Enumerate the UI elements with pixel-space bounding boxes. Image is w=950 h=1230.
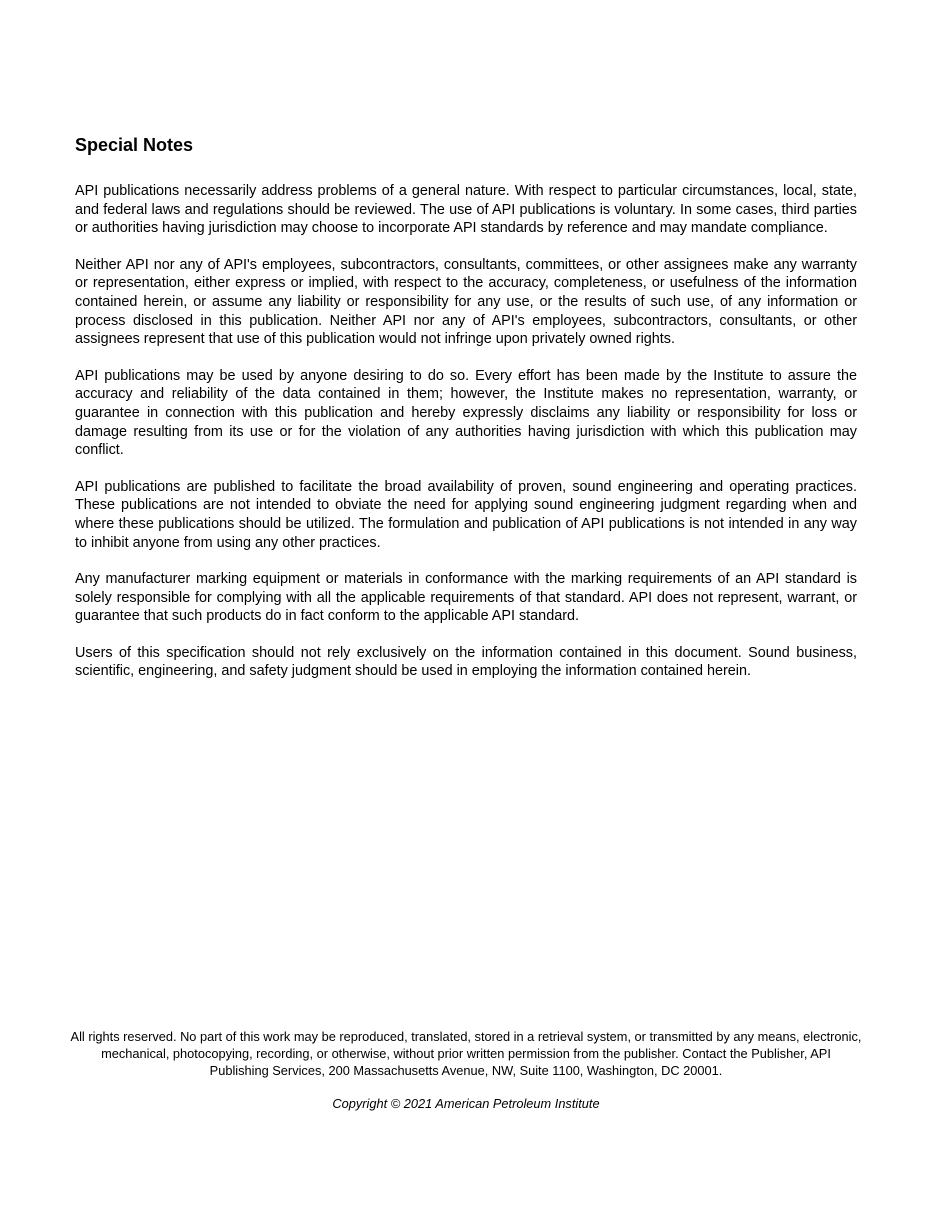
copyright-notice: Copyright © 2021 American Petroleum Institute xyxy=(332,1096,600,1112)
rights-notice: All rights reserved. No part of this work may be reproduced, translated, stored in a retrieval system, or transmitted by any means, electronic, mechanical, photocopying, recording, or otherwise, without prior written permission from the publisher. Contact the Publisher, API Publishing Services, 200 Massachusetts Avenue, NW, Suite 1100, Washington, DC 20001. xyxy=(70,1029,862,1078)
page-title: Special Notes xyxy=(75,135,194,155)
paragraph-scope: API publications necessarily address problems of a general nature. With respect to particular circumstances, local, state, and federal laws and regulations should be reviewed. The use of API publications is voluntary. In some cases, third parties or authorities having jurisdiction may choose to incorporate API standards by reference and may mandate compliance. xyxy=(75,183,857,237)
paragraph-liability-disclaimer: API publications may be used by anyone desiring to do so. Every effort has been made by the Institute to assure the accuracy and reliability of the data contained in them; however, the Institute makes no representation, warranty, or guarantee in connection with this publication and hereby expressly disclaims any liability or responsibility for loss or damage resulting from its use or for the violation of any authorities having jurisdiction with which this publication may conflict. xyxy=(75,367,857,459)
paragraph-purpose: API publications are published to facilitate the broad availability of proven, sound engineering and operating practices. These publications are not intended to obviate the need for applying sound engineering judgment regarding when and where these publications should be utilized. The formulation and publication of API publications is not intended in any way to inhibit anyone from using any other practices. xyxy=(75,478,857,551)
page-footer xyxy=(70,1029,862,1112)
special-notes-body xyxy=(75,182,857,699)
paragraph-warranty-disclaimer: Neither API nor any of API's employees, subcontractors, consultants, committees, or other assignees make any warranty or representation, either express or implied, with respect to the accuracy, completeness, or usefulness of the information contained herein, or assume any liability or responsibility for any use, or the results of such use, of any information or process disclosed in this publication. Neither API nor any of API's employees, subcontractors, consultants, or other assignees represent that use of this publication would not infringe upon privately owned rights. xyxy=(75,256,857,348)
paragraph-user-judgment: Users of this specification should not rely exclusively on the information contained in this document. Sound business, scientific, engineering, and safety judgment should be used in employing the information contained herein. xyxy=(75,644,857,680)
paragraph-manufacturer-responsibility: Any manufacturer marking equipment or materials in conformance with the marking requirements of an API standard is solely responsible for complying with all the applicable requirements of that standard. API does not represent, warrant, or guarantee that such products do in fact conform to the applicable API standard. xyxy=(75,571,857,625)
